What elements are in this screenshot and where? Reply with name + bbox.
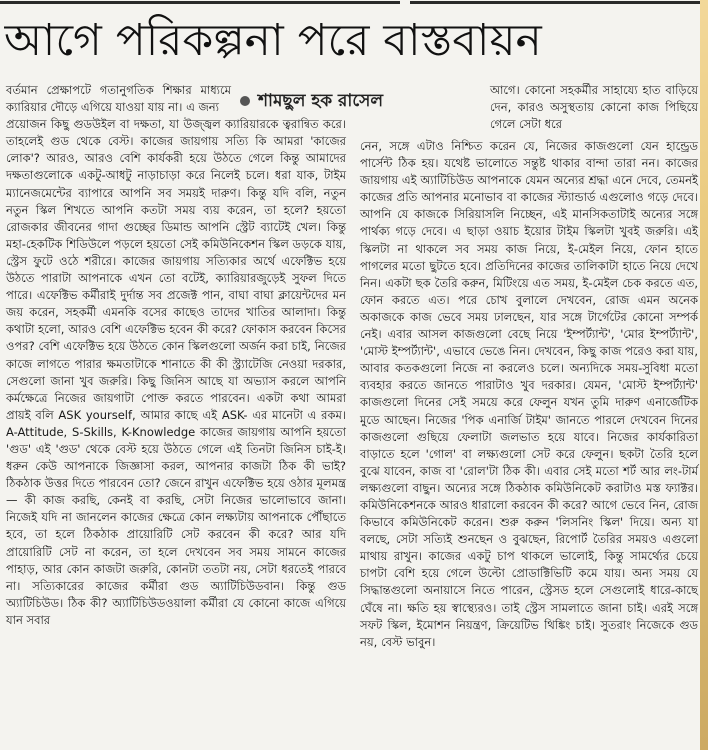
headline: আগে পরিকল্পনা পরে বাস্তবায়ন: [4, 15, 542, 66]
byline-author: শামছুল হক রাসেল: [258, 91, 384, 111]
left-intro: বর্তমান প্রেক্ষাপটে গতানুগতিক শিক্ষার মাধ্যমে ক্যারিয়ার দৌড়ে এগিয়ে যাওয়া যায় না। এ জন্য: [6, 83, 231, 115]
top-rule-left: [0, 1, 400, 4]
left-body: প্রয়োজন কিছু গুডউইল বা দক্ষতা, যা উজ্জ্বল ক্যারিয়ারকে ত্বরান্বিত করে। তাহলেই গুড থেকে বেস্ট। কাজের জায়গায় সত্যি কি আমরা 'কাজের লোক'? আরও, আরও বেশি কার্যকরী হয়ে উঠতে গেলে কিন্তু আমাদের দক্ষতাগুলোকে একটু-আধটু নাড়াচাড়া করে নিলেই চলে। ধরা যাক, টাইম ম্যানেজমেন্টের ব্যাপারে আপনি সব সময়ই দারুণ। কিন্তু যদি বলি, নতুন নতুন স্কিল শিখতে আপনি কতটা সময় ব্যয় করেন, তা হলে? হয়তো রোজকার জীবনের গাদা গুচ্ছের ডিমান্ড আপনি স্ট্রেট ব্যাটেই খেল। কিন্তু মহা-হেকটিক শিডিউলে পড়লে হয়তো সেই কমিউনিকেশন স্কিল ডড়কে যায়, স্ট্রেস ফুটে ওঠে শরীরে। কাজের জায়গায় সত্যিকার অর্থে এফেক্টিভ হয়ে উঠতে পারাটা আপনাকে এখন তো বটেই, ক্যারিয়ারজুড়েই সুফল দিতে পারে। এফেক্টিভ কর্মীরাই দুর্দান্ত সব প্রজেক্ট পান, বাঘা বাঘা ক্লায়েন্টদের মন জয় করেন, সহকর্মী এমনকি বসের কাছেও তাদের খাতির আলাদা। কিন্তু কথাটা হলো, আরও বেশি এফেক্টিভ হবেন কী করে? ফোকাস করবেন কিসের ওপর? বেশি এফেক্টিভ হয়ে উঠতে কোন স্কিলগুলো অর্জন করা চাই, নিজের কাজে লাগতে পারার ক্ষমতাটাকে শানাতে কী কী স্ট্র্যাটেজি নেওয়া দরকার, সেগুলো জানা খুব জরুরি। কিছু জিনিস আছে যা অভ্যাস করলে আপনি কর্মক্ষেত্রে নিজের জায়গাটা পোক্ত করতে পারবেন। একটা কথা আমরা প্রায়ই বলি ASK yourself, আমার কাছে এই ASK- এর মানেটা এ রকম। A-Attitude, S-Skills, K-Knowledge কাজের জায়গায় আপনি হয়তো 'গুড' এই 'গুড' থেকে বেস্ট হয়ে উঠতে গেলে এই তিনটা জিনিস চাই-ই। ধরুন কেউ আপনাকে জিজ্ঞাসা করল, আপনার কাজটা ঠিক কী ভাই? ঠিকঠাক উত্তর দিতে পারবেন তো? জেনে রাখুন এফেক্টিভ হয়ে ওঠার মূলমন্ত্র— কী কাজ করছি, কেনই বা করছি, সেটা নিজের ভালোভাবে জানা। নিজেই যদি না জানলেন কাজের ক্ষেত্রে কোন লক্ষ্যটায় আপনাকে পৌঁছাতে হবে, তা হলে ঠিকঠাক প্রায়োরিটি সেট করবেন কী করে? আর যদি প্রায়োরিটি সেট না করেন, তা হলে দেখবেন সব সময় সামনে কাজের পাহাড়, আর কোন কাজটা জরুরি, কোনটা ততটা নয়, সেটা ধরতেই পারবে না। সত্যিকারের কাজের কর্মীরা গুড অ্যাটিচিউডবান। কিন্তু গুড অ্যাটিচিউড। ঠিক কী? অ্যাটিচিউডওয়ালা কর্মীরা যে কোনো কাজে এগিয়ে যান সবার: [6, 117, 346, 627]
edge-strip: [700, 0, 708, 750]
left-column: [6, 82, 346, 629]
byline: [240, 88, 480, 116]
right-column: [360, 138, 698, 651]
right-body: নেন, সঙ্গে এটাও নিশ্চিত করেন যে, নিজের কাজগুলো যেন হান্ড্রেড পার্সেন্ট ঠিক হয়। যথেষ্ট ভালোতে সন্তুষ্ট থাকার বান্দা তারা নন। কাজের জায়গায় এই অ্যাটিচিউড আপনাকে যেমন অন্যের শ্রদ্ধা এনে দেবে, তেমনই কাজের প্রতি আপনার মনোভাব বা কাজের স্ট্যান্ডার্ড এগুলোও গড়ে দেবে। আপনি যে কাজকে সিরিয়াসলি নিচ্ছেন, এই মানসিকতাটাই অন্যের সঙ্গে পার্থক্য গড়ে দেবে। এ ছাড়া ওয়াচ ইয়োর টাইম স্কিলটা খুবই জরুরি। এই স্কিলটা না থাকলে সব সময় কাজ নিয়ে, ই-মেইল নিয়ে, ফোন হাতে পাগলের মতো ছুটতে হবে। প্রতিদিনের কাজের তালিকাটা হাতে নিয়ে দেখে নিন। একটা ছক তৈরি করুন, মিটিংয়ে এত সময়, ই-মেইল চেক করতে এত, ফোন করতে এত। পরে চোখ বুলালে দেখবেন, রোজ এমন অনেক অকাজকে কাজ ভেবে সময় ঢালছেন, যার সঙ্গে টার্গেটের কোনো সম্পর্ক নেই। এবার আসল কাজগুলো বেছে নিয়ে 'ইম্পর্ট্যান্ট', 'মোর ইম্পর্ট্যান্ট', 'মোস্ট ইম্পর্ট্যান্ট', এভাবে ভেঙে নিন। দেখবেন, কিছু কাজ পরেও করা যায়, আবার কতকগুলো নিজে না করলেও চলে। অন্যদিকে সময়-সুবিধা মতো ব্যবহার করতে জানতে পারাটাও খুব দরকার। যেমন, 'মোস্ট ইম্পর্ট্যান্ট' কাজগুলো দিনের সেই সময়ে করে ফেলুন যখন তুমি দারুণ এনার্জেটিক মুডে আছেন। নিজের 'পিক এনার্জি টাইম' জানতে পারলে দেখবেন দিনের কাজগুলো গুছিয়ে ফেলাটা জলভাত হয়ে যাবে। নিজের কার্যকারিতা বাড়াতে হলে 'গোল' বা লক্ষ্যগুলো সেট করে ফেলুন। ছকটা তৈরি হলে বুঝে যাবেন, কাজ বা 'রোল'টা ঠিক কী। এবার সেই মতো শর্ট আর লং-টার্ম লক্ষ্যগুলো বাছুন। অন্যের সঙ্গে ঠিকঠাক কমিউনিকেট করাটাও মস্ত ফ্যাক্টর। কমিউনিকেশনকে আরও ধারালো করবেন কী করে? আগে ভেবে নিন, রোজ কিভাবে কমিউনিকেট করেন। শুরু করুন 'লিসনিং স্কিল' দিয়ে। অন্য যা বলছে, সেটা সত্যিই শুনছেন ও বুঝছেন, রিপোর্ট তৈরির সময়ও এগুলো মাথায় রাখুন। কাজের একটু চাপ থাকলে ভালোই, কিন্তু সামর্থ্যের চেয়ে চাপটা বেশি হয়ে গেলে উল্টো প্রোডাক্টিভিটি কমে যায়। অন্য সময় যে সিদ্ধান্তগুলো অনায়াসে নিতে পারেন, স্ট্রেসড হলে সেগুলোই ধারে-কাছে ঘেঁষে না। ক্ষতি হয় স্বাস্থ্যেরও। তাই স্ট্রেস সামলাতে জানা চাই। এরই সঙ্গে সফট স্কিল, ইমোশন নিয়ন্ত্রণ, ক্রিয়েটিভ থিঙ্কিং চাই। সুতরাং নিজেকে গুড নয়, বেস্ট ভাবুন।: [360, 139, 698, 649]
right-intro: আগে। কোনো সহকর্মীর সাহায্যে হাত বাড়িয়ে দেন, কারও অসুস্থতায় কোনো কাজ পিছিয়ে গেলে সেটা ধরে: [490, 83, 698, 132]
top-rule-right: [410, 1, 700, 4]
bullet-icon: [240, 96, 250, 106]
top-rule: [0, 0, 708, 6]
